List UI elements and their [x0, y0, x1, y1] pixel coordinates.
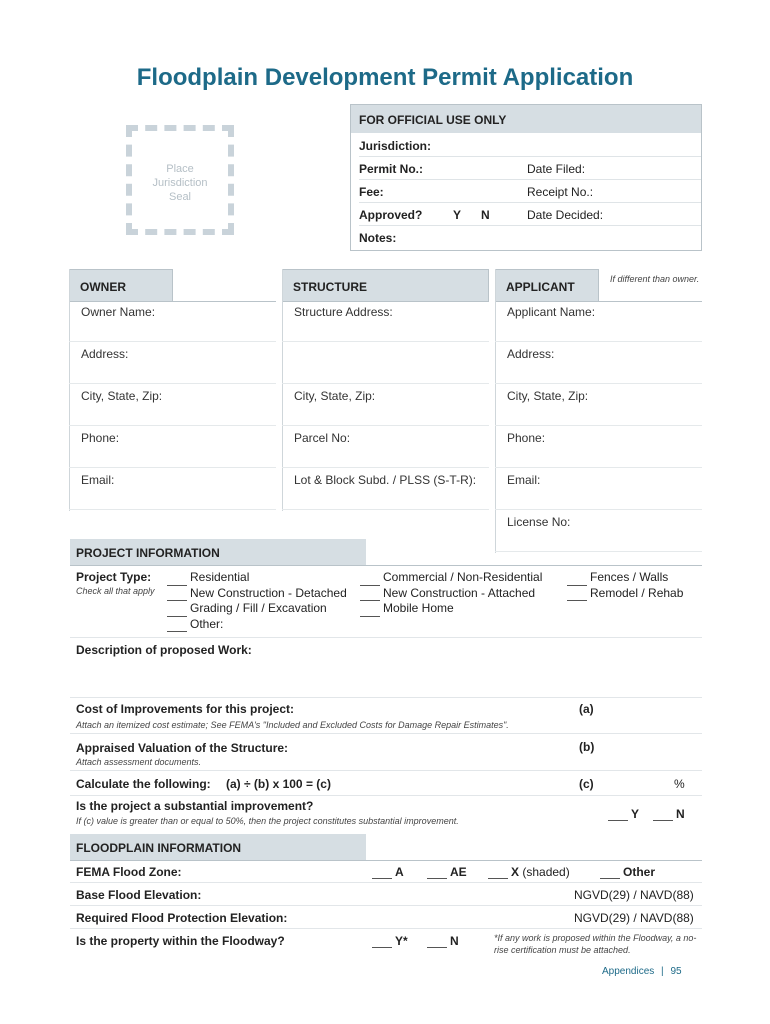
checkbox-fences-walls[interactable]: Fences / Walls: [567, 570, 683, 586]
approved-row[interactable]: [359, 203, 701, 226]
calc-formula: (a) ÷ (b) x 100 = (c): [226, 777, 331, 791]
substantial-note: If (c) value is greater than or equal to 50%, then the project constitutes substantial improvement.: [76, 816, 459, 826]
notes-row[interactable]: [359, 226, 701, 249]
approved-label: Approved?: [359, 208, 423, 222]
seal-line: Seal: [168, 191, 192, 203]
divider: [495, 341, 702, 342]
footer-section: Appendices: [602, 966, 655, 977]
applicant-name-field[interactable]: Applicant Name:: [507, 305, 596, 319]
divider: [495, 383, 702, 384]
checkbox-other[interactable]: Other:: [167, 617, 347, 633]
rfpe-label: Required Flood Protection Elevation:: [76, 911, 288, 925]
fee-row[interactable]: [359, 180, 701, 203]
fee-label: Fee:: [359, 185, 384, 199]
applicant-header-rule: [495, 301, 702, 302]
checkbox-residential[interactable]: Residential: [167, 570, 347, 586]
structure-header: STRUCTURE: [282, 269, 489, 301]
owner-email-field[interactable]: Email:: [81, 473, 115, 487]
divider: [70, 770, 702, 771]
zone-x-option[interactable]: X (shaded): [488, 865, 570, 879]
project-types-col1: [167, 570, 347, 632]
divider: [70, 882, 702, 883]
jurisdiction-label: Jurisdiction:: [359, 139, 432, 153]
applicant-email-field[interactable]: Email:: [507, 473, 541, 487]
checkbox-new-construction-detached[interactable]: New Construction - Detached: [167, 586, 347, 602]
divider: [282, 341, 489, 342]
divider: [282, 425, 489, 426]
seal-line: Jurisdiction: [152, 177, 208, 189]
bfe-datum[interactable]: NGVD(29) / NAVD(88): [574, 888, 694, 902]
floodplain-info-header: FLOODPLAIN INFORMATION: [70, 834, 366, 860]
divider: [282, 509, 489, 510]
applicant-address-field[interactable]: Address:: [507, 347, 555, 361]
permit-row[interactable]: [359, 157, 701, 180]
license-no-field[interactable]: License No:: [507, 515, 571, 529]
cost-label: Cost of Improvements for this project:: [76, 702, 295, 716]
checkbox-mobile-home[interactable]: Mobile Home: [360, 601, 542, 617]
floodway-note: *If any work is proposed within the Floodway, a no-rise certification must be attached.: [494, 933, 697, 955]
divider: [495, 425, 702, 426]
date-filed-label: Date Filed:: [527, 162, 586, 176]
date-decided-label: Date Decided:: [527, 208, 604, 222]
seal-line: Place: [166, 163, 194, 175]
divider: [69, 425, 276, 426]
project-types-col3: [567, 570, 683, 601]
divider: [69, 467, 276, 468]
cost-mark[interactable]: (a): [579, 702, 594, 716]
substantial-yes[interactable]: Y: [608, 807, 639, 821]
official-use-header: FOR OFFICIAL USE ONLY: [351, 105, 701, 133]
jurisdiction-row[interactable]: [359, 134, 701, 157]
zone-a-option[interactable]: A: [372, 865, 404, 879]
cost-note: Attach an itemized cost estimate; See FEMA's "Included and Excluded Costs for Damage Repair Estimates".: [76, 720, 509, 730]
applicant-section: [495, 269, 702, 553]
substantial-no[interactable]: N: [653, 807, 685, 821]
receipt-no-label: Receipt No.:: [527, 185, 594, 199]
appraised-label: Appraised Valuation of the Structure:: [76, 741, 289, 755]
owner-header-rule: [69, 301, 276, 302]
divider: [70, 905, 702, 906]
floodway-label: Is the property within the Floodway?: [76, 934, 285, 948]
applicant-city-field[interactable]: City, State, Zip:: [507, 389, 589, 403]
owner-left-border: [69, 269, 70, 511]
owner-section: [69, 269, 276, 511]
permit-no-label: Permit No.:: [359, 162, 424, 176]
applicant-header: APPLICANT: [495, 269, 599, 301]
floodway-no[interactable]: N: [427, 934, 459, 948]
owner-city-field[interactable]: City, State, Zip:: [81, 389, 163, 403]
official-use-box: [350, 104, 702, 251]
owner-address-field[interactable]: Address:: [81, 347, 129, 361]
project-types-col2: [360, 570, 542, 617]
structure-city-field[interactable]: City, State, Zip:: [294, 389, 376, 403]
divider: [69, 509, 276, 510]
applicant-note: If different than owner.: [610, 274, 700, 284]
owner-phone-field[interactable]: Phone:: [81, 431, 120, 445]
structure-section: [282, 269, 489, 511]
approved-no[interactable]: N: [481, 208, 490, 222]
appraised-mark[interactable]: (b): [579, 740, 595, 754]
calc-label: Calculate the following:: [76, 777, 211, 791]
project-type-note: Check all that apply: [76, 586, 155, 596]
floodway-yes[interactable]: Y*: [372, 934, 408, 948]
divider: [282, 383, 489, 384]
project-header-rule: [70, 565, 702, 566]
divider: [495, 509, 702, 510]
approved-yes[interactable]: Y: [453, 208, 462, 222]
divider: [70, 697, 702, 698]
seal-text: [126, 162, 234, 204]
divider: [69, 383, 276, 384]
notes-label: Notes:: [359, 231, 397, 245]
structure-address-field[interactable]: Structure Address:: [294, 305, 393, 319]
structure-left-border: [282, 269, 283, 511]
calc-mark[interactable]: (c): [579, 777, 594, 791]
parcel-no-field[interactable]: Parcel No:: [294, 431, 351, 445]
page-number: 95: [670, 966, 682, 977]
footer-separator: |: [661, 966, 664, 977]
divider: [282, 467, 489, 468]
divider: [495, 467, 702, 468]
divider: [69, 341, 276, 342]
owner-name-field[interactable]: Owner Name:: [81, 305, 156, 319]
owner-header: OWNER: [69, 269, 173, 301]
rfpe-datum[interactable]: NGVD(29) / NAVD(88): [574, 911, 694, 925]
project-type-label: Project Type:: [76, 570, 152, 584]
zone-ae-option[interactable]: AE: [427, 865, 467, 879]
description-label[interactable]: Description of proposed Work:: [76, 643, 252, 657]
percent-sign: %: [674, 777, 685, 791]
divider: [70, 795, 702, 796]
structure-header-rule: [282, 301, 489, 302]
floodplain-header-rule: [70, 860, 702, 861]
checkbox-commercial[interactable]: Commercial / Non-Residential: [360, 570, 542, 586]
page-title: Floodplain Development Permit Application: [136, 64, 634, 91]
checkbox-grading-fill[interactable]: Grading / Fill / Excavation: [167, 601, 347, 617]
divider: [70, 733, 702, 734]
page-footer: [602, 966, 682, 977]
appraised-note: Attach assessment documents.: [76, 757, 202, 767]
checkbox-remodel-rehab[interactable]: Remodel / Rehab: [567, 586, 683, 602]
divider: [70, 637, 702, 638]
flood-zone-label: FEMA Flood Zone:: [76, 865, 182, 879]
divider: [70, 928, 702, 929]
applicant-left-border: [495, 269, 496, 553]
divider: [495, 551, 702, 552]
applicant-phone-field[interactable]: Phone:: [507, 431, 546, 445]
substantial-label: Is the project a substantial improvement?: [76, 799, 314, 813]
checkbox-new-construction-attached[interactable]: New Construction - Attached: [360, 586, 542, 602]
project-info-header: PROJECT INFORMATION: [70, 539, 366, 565]
lot-block-field[interactable]: Lot & Block Subd. / PLSS (S-T-R):: [294, 473, 477, 487]
bfe-label: Base Flood Elevation:: [76, 888, 202, 902]
zone-other-option[interactable]: Other: [600, 865, 655, 879]
